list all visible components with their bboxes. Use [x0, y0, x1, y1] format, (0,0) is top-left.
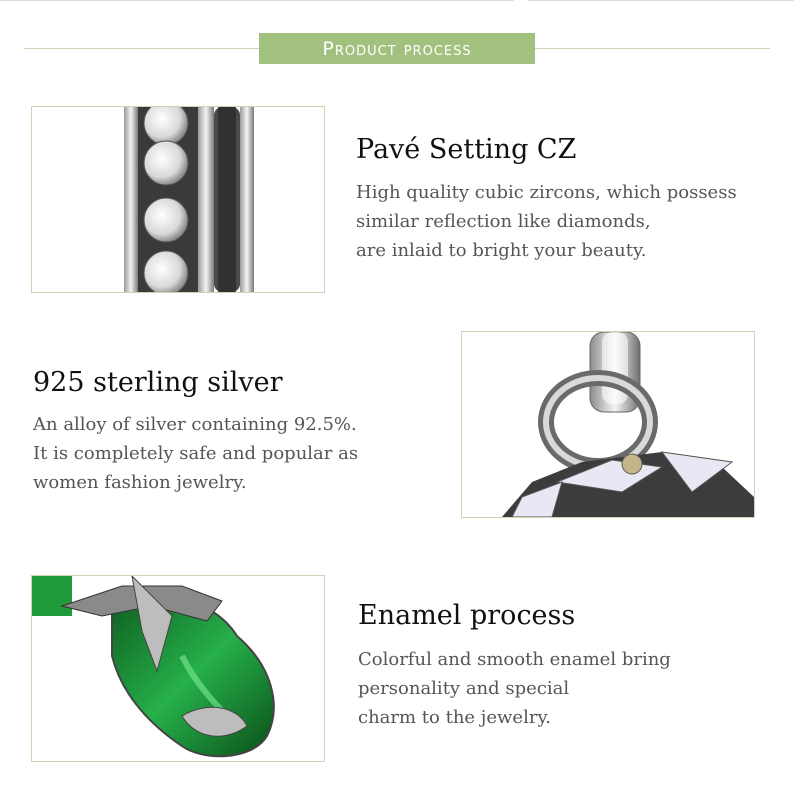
pave-setting-title: Pavé Setting CZ — [356, 134, 577, 165]
description-line: similar reflection like diamonds, — [356, 211, 651, 232]
description-line: It is completely safe and popular as — [33, 443, 359, 464]
enamel-process-image — [31, 575, 325, 762]
header-rule-right — [535, 48, 770, 49]
description-line: Colorful and smooth enamel bring — [358, 649, 671, 670]
sterling-silver-image — [461, 331, 755, 518]
sterling-silver-title: 925 sterling silver — [33, 367, 283, 398]
description-line: charm to the jewelry. — [358, 707, 551, 728]
pave-setting-image — [31, 106, 325, 293]
top-divider-left — [0, 0, 514, 1]
enamel-process-title: Enamel process — [358, 600, 576, 631]
description-line: women fashion jewelry. — [33, 472, 247, 493]
description-line: are inlaid to bright your beauty. — [356, 240, 647, 261]
description-line: High quality cubic zircons, which possess — [356, 182, 737, 203]
sterling-silver-description — [33, 410, 358, 497]
header-rule-left — [24, 48, 259, 49]
enamel-process-description — [358, 645, 671, 732]
description-line: personality and special — [358, 678, 570, 699]
description-line: An alloy of silver containing 92.5%. — [33, 414, 357, 435]
section-banner: Product process — [259, 33, 535, 64]
top-divider-right — [528, 0, 794, 1]
pave-setting-description — [356, 178, 737, 265]
